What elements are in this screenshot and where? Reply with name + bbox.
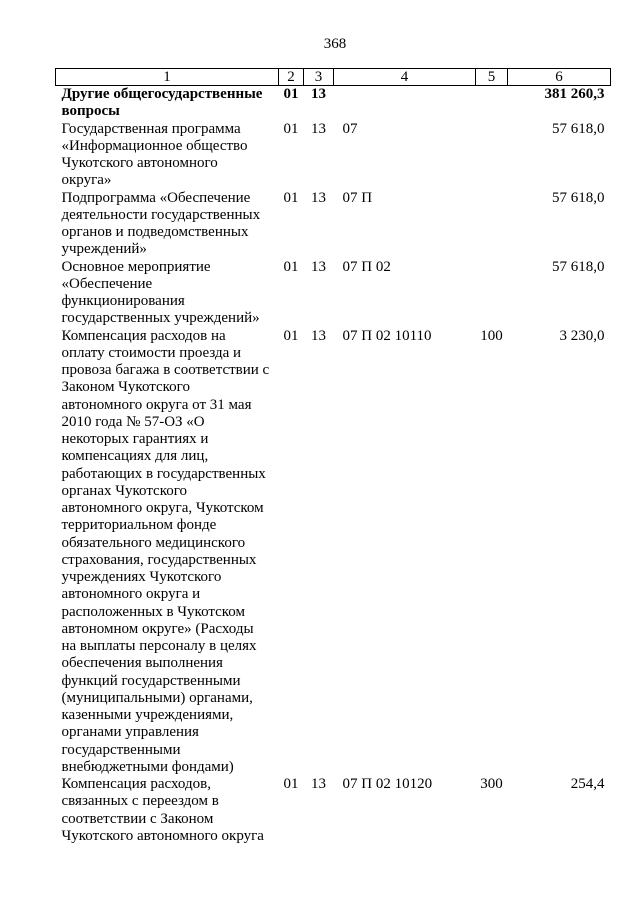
expense-type-cell xyxy=(476,86,508,121)
budget-table xyxy=(55,68,611,845)
target-article-cell: 07 П 02 10120 xyxy=(342,776,433,792)
table-row xyxy=(56,328,611,777)
table-row xyxy=(56,776,611,845)
section-code-cell: 01 xyxy=(283,86,299,102)
subsection-code-cell: 13 xyxy=(311,327,326,344)
expense-type-cell xyxy=(476,190,508,259)
section-code-cell: 01 xyxy=(283,327,299,344)
header-cell-target-article: 4 xyxy=(334,69,476,86)
amount-cell: 57 618,0 xyxy=(552,258,605,275)
section-code-cell: 01 xyxy=(283,120,299,137)
header-cell-subsection: 3 xyxy=(304,69,334,86)
table-row xyxy=(56,86,611,121)
subsection-code-cell: 13 xyxy=(311,86,326,102)
page-number: 368 xyxy=(323,36,347,52)
target-article-cell: 07 xyxy=(342,120,358,137)
amount-cell: 57 618,0 xyxy=(552,189,605,206)
section-code-cell: 01 xyxy=(283,776,299,792)
target-article-cell: 07 П 02 10110 xyxy=(342,327,432,344)
row-name-cell: Компенсация расходов, связанных с переездом в соответствии с Законом Чукотского автономного округа xyxy=(61,776,264,844)
header-cell-section: 2 xyxy=(279,69,304,86)
table-row xyxy=(56,121,611,190)
target-article-cell: 07 П xyxy=(342,189,373,206)
target-article-cell xyxy=(334,86,476,121)
row-name-cell: Компенсация расходов на оплату стоимости проезда и провоза багажа в соответствии с Законом Чукотского автономного округа от 31 мая 2010 года № 57-ОЗ «О некоторых гарантиях и компенсациях для лиц, работающих в государственных органах Чукотского автономного округа, Чукотском территориальном фонде обязательного медицинского страхования, государственных учреждениях Чукотского автономного округа и расположенных в Чукотском автономном округе» (Расходы на выплаты персоналу в целях обеспечения выполнения функций государственными (муниципальными) органами, казенными учреждениями, органами управления государственными внебюджетными фондами) xyxy=(61,327,270,775)
header-cell-amount: 6 xyxy=(508,69,611,86)
header-cell-expense-type: 5 xyxy=(476,69,508,86)
row-name-cell: Государственная программа «Информационное общество Чукотского автономного округа» xyxy=(61,120,248,189)
row-name-cell: Основное мероприятие «Обеспечение функционирования государственных учреждений» xyxy=(61,258,260,327)
amount-cell: 3 230,0 xyxy=(559,327,605,344)
expense-type-cell: 100 xyxy=(480,327,503,344)
subsection-code-cell: 13 xyxy=(311,776,326,792)
table-row xyxy=(56,259,611,328)
amount-cell: 57 618,0 xyxy=(552,120,605,137)
expense-type-cell xyxy=(476,259,508,328)
subsection-code-cell: 13 xyxy=(311,258,326,275)
row-name-cell: Другие общегосударственные вопросы xyxy=(61,86,263,120)
table-header-row xyxy=(56,69,611,86)
section-code-cell: 01 xyxy=(283,258,299,275)
expense-type-cell xyxy=(476,121,508,190)
row-name-cell: Подпрограмма «Обеспечение деятельности государственных органов и подведомственных учреждений» xyxy=(61,189,261,258)
target-article-cell: 07 П 02 xyxy=(342,258,391,275)
section-code-cell: 01 xyxy=(283,189,299,206)
header-cell-name: 1 xyxy=(56,69,279,86)
subsection-code-cell: 13 xyxy=(311,120,326,137)
expense-type-cell: 300 xyxy=(480,776,503,792)
amount-cell: 381 260,3 xyxy=(544,86,605,102)
table-row xyxy=(56,190,611,259)
amount-cell: 254,4 xyxy=(570,776,605,792)
subsection-code-cell: 13 xyxy=(311,189,326,206)
